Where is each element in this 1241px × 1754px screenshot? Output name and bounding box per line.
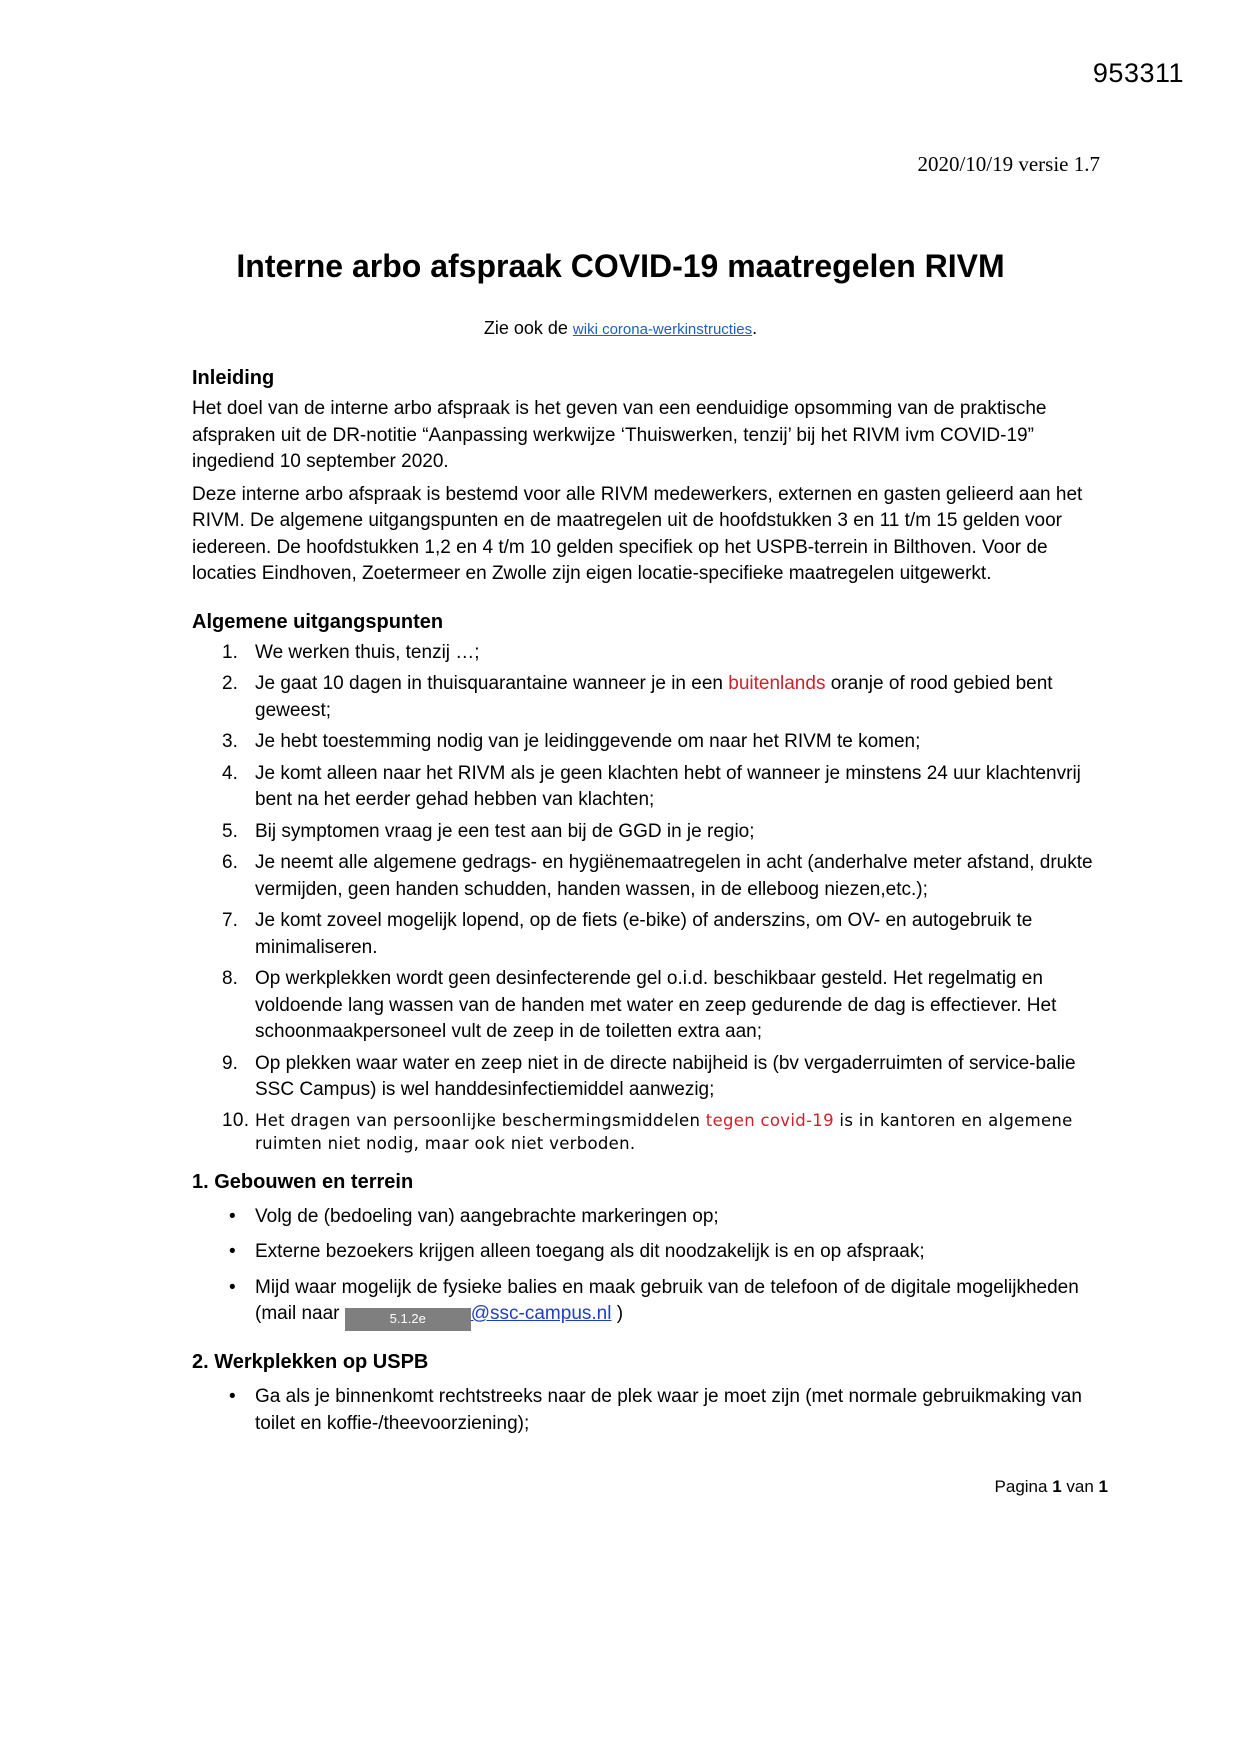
heading-inleiding: Inleiding — [192, 367, 275, 389]
list-item: 9. Op plekken waar water en zeep niet in de directe nabijheid is (bv vergaderruimten of service-balie SSC Campus) is wel handdesinfectiemiddel aanwezig; — [222, 1052, 1076, 1100]
list-item: • Mijd waar mogelijk de fysieke balies en maak gebruik van de telefoon of de digitale mogelijkheden (mail naar 5.1.2e @ssc-campus.nl ) — [192, 1275, 1117, 1332]
document-id: 953311 — [1092, 58, 1184, 88]
redaction-box: 5.1.2e — [345, 1308, 471, 1331]
list-item: 4. Je komt alleen naar het RIVM als je geen klachten hebt of wanneer je minstens 24 uur klachtenvrij bent na het eerder gehad hebben van klachten; — [222, 762, 1081, 810]
list-item: • Volg de (bedoeling van) aangebrachte markeringen op; — [192, 1204, 1117, 1231]
heading-werkplekken-op-uspb: 2. Werkplekken op USPB — [192, 1351, 429, 1373]
list-item: 3. Je hebt toestemming nodig van je leidinggevende om naar het RIVM te komen; — [222, 731, 921, 752]
page-title: Interne arbo afspraak COVID-19 maatregelen RIVM — [236, 248, 1005, 284]
page-number: 1 — [1052, 1477, 1062, 1496]
highlight-red: buitenlands — [728, 673, 826, 694]
bullet-icon: • — [229, 1241, 236, 1262]
inleiding-paragraph-2: Deze interne arbo afspraak is bestemd voor alle RIVM medewerkers, externen en gasten gelieerd aan het RIVM. De algemene uitgangspunten en de maatregelen uit de hoofdstukken 3 en 11 t/m 15 gelden voor iedereen. De hoofdstukken 1,2 en 4 t/m 10 gelden specifiek op het USPB-terrein in Bilthoven. Voor de locaties Eindhoven, Zoetermeer en Zwolle zijn eigen locatie-specifieke maatregelen uitgewerkt. — [192, 483, 1083, 584]
list-item: 10. Het dragen van persoonlijke beschermingsmiddelen tegen covid-19 is in kantoren en algemene ruimten niet nodig, maar ook niet verboden. — [222, 1109, 1073, 1153]
see-also-line — [0, 318, 1241, 339]
list-item: 6. Je neemt alle algemene gedrags- en hygiënemaatregelen in acht (anderhalve meter afstand, drukte vermijden, geen handen schudden, handen wassen, in de elleboog niezen,etc.); — [222, 852, 1093, 900]
bullet-icon: • — [229, 1205, 236, 1227]
page-total: 1 — [1098, 1477, 1108, 1496]
document-body — [192, 364, 1117, 1446]
list-item: 7. Je komt zoveel mogelijk lopend, op de fiets (e-bike) of anderszins, om OV- en autogebruik te minimaliseren. — [222, 910, 1033, 958]
see-also-suffix: . — [752, 318, 758, 338]
inleiding-paragraph-1: Het doel van de interne arbo afspraak is het geven van een eenduidige opsomming van de praktische afspraken uit de DR-notitie “Aanpassing werkwijze ‘Thuiswerken, tenzij’ bij het RIVM ivm COVID-19” ingediend 10 september 2020. — [192, 398, 1047, 472]
list-item: 5. Bij symptomen vraag je een test aan bij de GGD in je regio; — [222, 820, 755, 842]
werkplekken-list — [192, 1384, 1117, 1437]
gebouwen-list — [192, 1204, 1117, 1332]
list-item: 8. Op werkplekken wordt geen desinfecterende gel o.i.d. beschikbaar gesteld. Het regelmatig en voldoende lang wassen van de handen met water en zeep gedurende de dag is effectiever. Het schoonmaakpersoneel vult de zeep in de toiletten extra aan; — [222, 968, 1057, 1042]
version-date: 2020/10/19 versie 1.7 — [917, 152, 1100, 176]
list-item: • Ga als je binnenkomt rechtstreeks naar de plek waar je moet zijn (met normale gebruikmaking van toilet en koffie-/theevoorziening); — [229, 1386, 1082, 1434]
wiki-link[interactable]: wiki corona-werkinstructies — [572, 321, 753, 338]
bullet-icon: • — [229, 1276, 236, 1298]
heading-gebouwen-en-terrein: 1. Gebouwen en terrein — [192, 1170, 414, 1193]
list-item: 2. Je gaat 10 dagen in thuisquarantaine wanneer je in een buitenlands oranje of rood gebied bent geweest; — [222, 673, 1053, 721]
uitgangspunten-list — [192, 640, 1117, 1155]
list-item: 1. We werken thuis, tenzij …; — [222, 641, 480, 663]
see-also-prefix: Zie ook de — [483, 318, 573, 338]
page-footer: Pagina 1 van 1 — [994, 1477, 1108, 1496]
email-link[interactable]: @ssc-campus.nl — [470, 1303, 612, 1324]
heading-algemene-uitgangspunten: Algemene uitgangspunten — [192, 610, 444, 633]
bullet-icon: • — [229, 1386, 236, 1407]
list-item: • Externe bezoekers krijgen alleen toegang als dit noodzakelijk is en op afspraak; — [192, 1239, 1117, 1266]
highlight-red: tegen covid-19 — [705, 1110, 834, 1130]
